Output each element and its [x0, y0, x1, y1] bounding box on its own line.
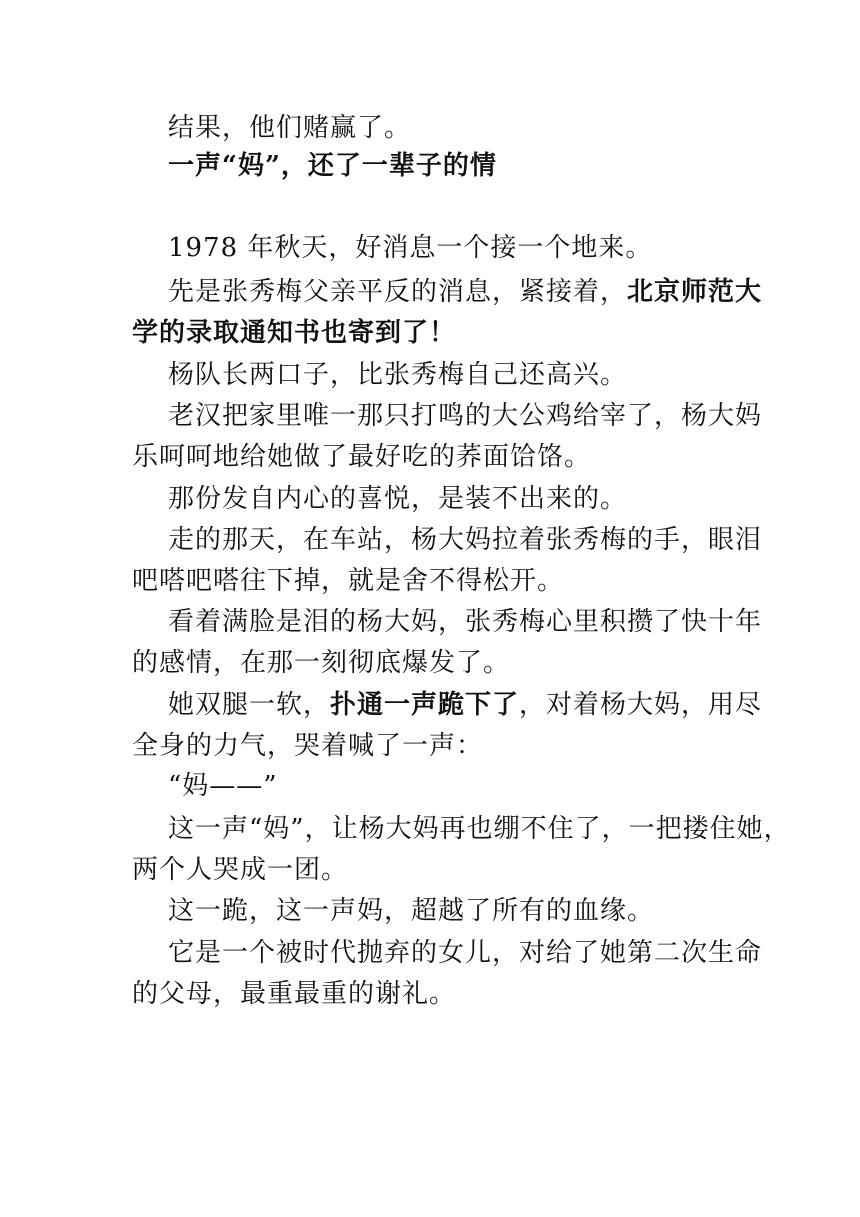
text-run: ，对着杨大妈，用尽 — [519, 690, 763, 720]
paragraph-line: 它是一个被时代抛弃的女儿，对给了她第二次生命 — [168, 938, 763, 968]
paragraph-line: 乐呵呵地给她做了最好吃的荞面饸饹。 — [132, 442, 592, 472]
paragraph-line: 结果，他们赌赢了。 — [168, 113, 412, 143]
paragraph-line: 全身的力气，哭着喊了一声： — [132, 731, 484, 761]
paragraph-line: 吧嗒吧嗒往下掉，就是舍不得松开。 — [132, 566, 565, 596]
paragraph-line: 的父母，最重最重的谢礼。 — [132, 979, 457, 1009]
paragraph-line: 学的录取通知书也寄到了！ — [132, 318, 457, 348]
paragraph-line: 的感情，在那一刻彻底爆发了。 — [132, 648, 511, 678]
paragraph-line: 两个人哭成一团。 — [132, 855, 349, 885]
paragraph-line: 这一跪，这一声妈，超越了所有的血缘。 — [168, 896, 655, 926]
paragraph-line: 那份发自内心的喜悦，是装不出来的。 — [168, 484, 628, 514]
paragraph-line — [168, 272, 763, 312]
paragraph-line: 1978 年秋天，好消息一个接一个地来。 — [168, 233, 653, 263]
paragraph-line: “妈——” — [168, 771, 278, 801]
bold-text-run: 扑通一声跪下了 — [330, 690, 520, 720]
paragraph-line: 老汉把家里唯一那只打鸣的大公鸡给宰了，杨大妈 — [168, 401, 763, 431]
bold-text-run: 北京师范大 — [627, 277, 763, 307]
paragraph-line — [168, 685, 763, 725]
text-run: 她双腿一软， — [168, 690, 331, 720]
paragraph-line: 这一声“妈”，让杨大妈再也绷不住了，一把搂住她， — [168, 814, 791, 844]
section-heading: 一声“妈”，还了一辈子的情 — [168, 151, 497, 181]
paragraph-line: 杨队长两口子，比张秀梅自己还高兴。 — [168, 360, 628, 390]
paragraph-line: 走的那天，在车站，杨大妈拉着张秀梅的手，眼泪 — [168, 525, 763, 555]
text-run: 先是张秀梅父亲平反的消息，紧接着， — [168, 277, 628, 307]
paragraph-line: 看着满脸是泪的杨大妈，张秀梅心里积攒了快十年 — [168, 607, 763, 637]
